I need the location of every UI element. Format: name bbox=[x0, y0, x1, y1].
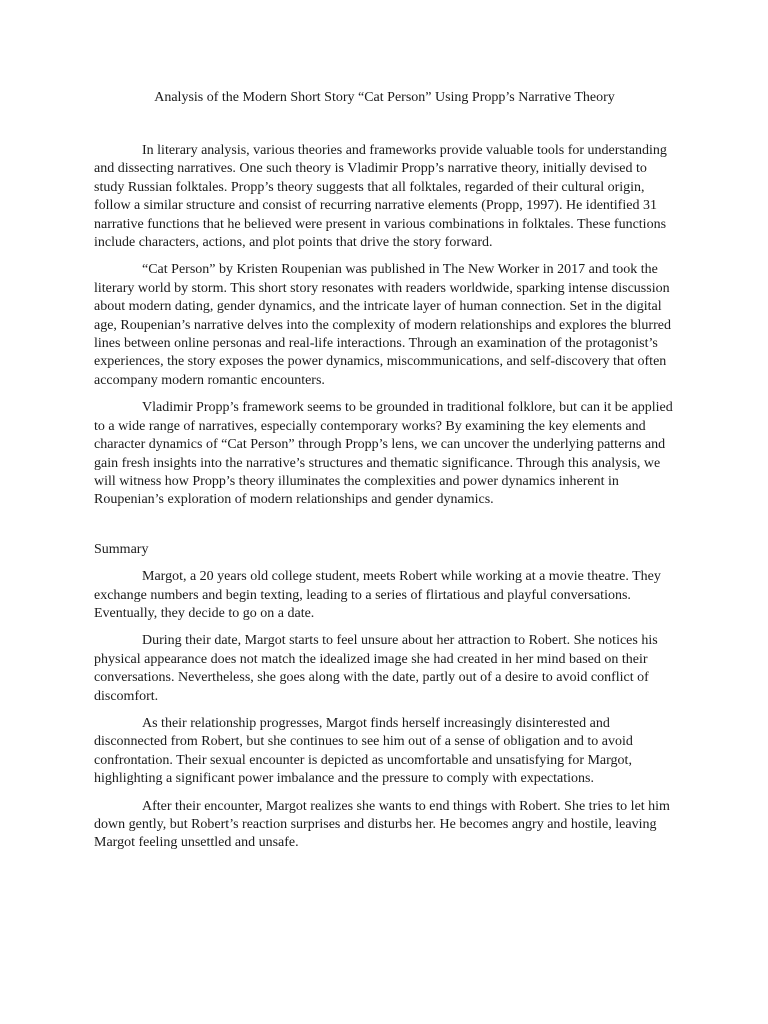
document-body bbox=[94, 142, 675, 862]
summary-paragraph-1: Margot, a 20 years old college student, meets Robert while working at a movie theatre. They exchange numbers and begin texting, leading to a series of flirtatious and playful conversations. Eventually, they decide to go on a date. bbox=[94, 569, 661, 621]
summary-paragraph-2: During their date, Margot starts to feel unsure about her attraction to Robert. She notices his physical appearance does not match the idealized image she had created in her mind based on their conversations. Nevertheless, she goes along with the date, partly out of a desire to avoid conflict of discomfort. bbox=[94, 633, 658, 704]
summary-paragraph-4: After their encounter, Margot realizes she wants to end things with Robert. She tries to let him down gently, but Robert’s reaction surprises and disturbs her. He becomes angry and hostile, leaving Margot feeling unsettled and unsafe. bbox=[94, 798, 670, 851]
summary-heading: Summary bbox=[94, 541, 149, 557]
intro-paragraph-3: Vladimir Propp’s framework seems to be grounded in traditional folklore, but can it be applied to a wide range of narratives, especially contemporary works? By examining the key elements and character dynamics of “Cat Person” through Propp’s lens, we can uncover the underlying patterns and gain fresh insights into the narrative’s structures and thematic significance. Through this analysis, we will witness how Propp’s theory illuminates the complexities and power dynamics inherent in Roupenian’s exploration of modern relationships and gender dynamics. bbox=[94, 400, 673, 508]
intro-paragraph-2: “Cat Person” by Kristen Roupenian was published in The New Worker in 2017 and took the literary world by storm. This short story resonates with readers worldwide, sparking intense discussion about modern dating, gender dynamics, and the intricate layer of human connection. Set in the digital age, Roupenian’s narrative delves into the complexity of modern relationships and explores the blurred lines between online personas and real-life interactions. Through an examination of the protagonist’s experiences, the story exposes the power dynamics, miscommunications, and self-discovery that often accompany modern romantic encounters. bbox=[94, 262, 671, 388]
section-spacer bbox=[94, 519, 675, 541]
document-title: Analysis of the Modern Short Story “Cat Person” Using Propp’s Narrative Theory bbox=[154, 90, 615, 105]
summary-paragraph-3: As their relationship progresses, Margot finds herself increasingly disinterested and disconnected from Robert, but she continues to see him out of a sense of obligation and to avoid confrontation. Their sexual encounter is depicted as uncomfortable and unsatisfying for Margot, highlighting a significant power imbalance and the pressure to comply with expectations. bbox=[94, 715, 633, 787]
intro-paragraph-1: In literary analysis, various theories and frameworks provide valuable tools for understanding and dissecting narratives. One such theory is Vladimir Propp’s narrative theory, initially devised to study Russian folktales. Propp’s theory suggests that all folktales, regarded of their cultural origin, follow a similar structure and consist of recurring narrative elements (Propp, 1997). He identified 31 narrative functions that he believed were present in various combinations in folktales. These functions include characters, actions, and plot points that drive the story forward. bbox=[94, 143, 667, 251]
